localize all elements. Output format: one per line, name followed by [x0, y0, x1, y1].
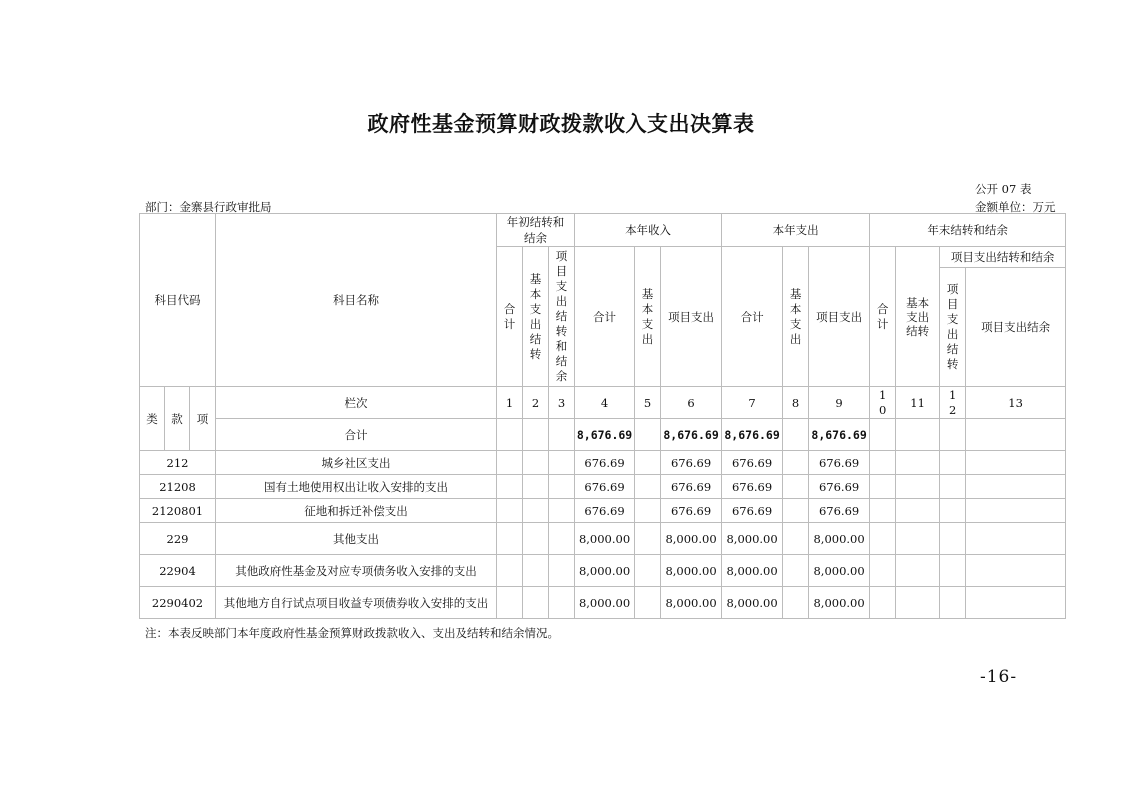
table-row-total: [140, 419, 1066, 451]
header-end-project-carry: 项目支出结转: [940, 268, 966, 387]
row-expense-total: 8,000.00: [722, 555, 783, 587]
total-expense-total: 8,676.69: [722, 419, 783, 451]
header-end-basic-carry: 基本支出结转: [896, 247, 940, 387]
header-item: 项: [190, 387, 216, 451]
header-income-basic: 基本支出: [635, 247, 661, 387]
table-row: [140, 587, 1066, 619]
column-number: 13: [966, 387, 1066, 419]
row-income-project: 8,000.00: [661, 555, 722, 587]
row-expense-project: 676.69: [809, 451, 870, 475]
row-income-total: 676.69: [575, 451, 635, 475]
row-expense-project: 8,000.00: [809, 587, 870, 619]
row-income-total: 8,000.00: [575, 555, 635, 587]
header-expense-project: 项目支出: [809, 247, 870, 387]
row-income-project: 8,000.00: [661, 587, 722, 619]
column-number: 5: [635, 387, 661, 419]
row-expense-total: 676.69: [722, 451, 783, 475]
row-expense-total: 8,000.00: [722, 587, 783, 619]
page-title: 政府性基金预算财政拨款收入支出决算表: [367, 112, 755, 136]
row-expense-project: 676.69: [809, 475, 870, 499]
row-name: 城乡社区支出: [216, 451, 497, 475]
header-end-total: 合计: [870, 247, 896, 387]
header-income-group: 本年收入: [575, 214, 722, 247]
header-begin-basic-carry: 基本支出结转: [523, 247, 549, 387]
row-income-project: 8,000.00: [661, 523, 722, 555]
column-number: 8: [783, 387, 809, 419]
row-code: 229: [140, 523, 216, 555]
amount-unit: 金额单位：万元: [975, 200, 1056, 214]
row-code: 2120801: [140, 499, 216, 523]
total-income-project: 8,676.69: [661, 419, 722, 451]
table-row: [140, 475, 1066, 499]
header-end-project-group: 项目支出结转和结余: [940, 247, 1066, 268]
header-begin-project-carry-balance: 项目支出结转和结余: [549, 247, 575, 387]
row-expense-total: 8,000.00: [722, 523, 783, 555]
header-end-group: 年末结转和结余: [870, 214, 1066, 247]
header-income-project: 项目支出: [661, 247, 722, 387]
row-income-total: 8,000.00: [575, 523, 635, 555]
row-code: 22904: [140, 555, 216, 587]
form-number: 公开 07 表: [975, 182, 1032, 196]
row-expense-project: 8,000.00: [809, 523, 870, 555]
header-income-total: 合计: [575, 247, 635, 387]
row-expense-project: 8,000.00: [809, 555, 870, 587]
row-income-project: 676.69: [661, 451, 722, 475]
row-name: 国有土地使用权出让收入安排的支出: [216, 475, 497, 499]
row-code: 2290402: [140, 587, 216, 619]
table-row: [140, 451, 1066, 475]
column-number: 11: [896, 387, 940, 419]
column-number: 7: [722, 387, 783, 419]
row-code: 212: [140, 451, 216, 475]
header-code: 科目代码: [140, 214, 216, 387]
table-row: [140, 523, 1066, 555]
column-number: 6: [661, 387, 722, 419]
total-income-basic: [635, 419, 661, 451]
header-begin-total: 合计: [497, 247, 523, 387]
row-name: 其他支出: [216, 523, 497, 555]
department-label: 部门：金寨县行政审批局: [145, 200, 272, 214]
header-expense-group: 本年支出: [722, 214, 870, 247]
header-begin-group: 年初结转和结余: [497, 214, 575, 247]
header-expense-basic: 基本支出: [783, 247, 809, 387]
column-number: 1: [497, 387, 523, 419]
header-name: 科目名称: [216, 214, 497, 387]
column-number: 9: [809, 387, 870, 419]
row-name: 其他政府性基金及对应专项债务收入安排的支出: [216, 555, 497, 587]
header-section: 款: [165, 387, 190, 451]
column-number: 4: [575, 387, 635, 419]
column-number: 12: [940, 387, 966, 419]
total-income-total: 8,676.69: [575, 419, 635, 451]
table-note: 注：本表反映部门本年度政府性基金预算财政拨款收入、支出及结转和结余情况。: [145, 626, 559, 640]
total-expense-basic: [783, 419, 809, 451]
row-code: 21208: [140, 475, 216, 499]
header-expense-total: 合计: [722, 247, 783, 387]
budget-table: [139, 213, 1066, 619]
total-row-label: 合计: [216, 419, 497, 451]
column-number: 2: [523, 387, 549, 419]
column-number-label: 栏次: [216, 387, 497, 419]
row-expense-total: 676.69: [722, 475, 783, 499]
row-expense-total: 676.69: [722, 499, 783, 523]
column-number: 10: [870, 387, 896, 419]
column-number: 3: [549, 387, 575, 419]
row-income-total: 8,000.00: [575, 587, 635, 619]
row-income-project: 676.69: [661, 475, 722, 499]
row-income-total: 676.69: [575, 499, 635, 523]
page-number: -16-: [980, 667, 1018, 687]
total-expense-project: 8,676.69: [809, 419, 870, 451]
header-class: 类: [140, 387, 165, 451]
row-income-project: 676.69: [661, 499, 722, 523]
row-income-total: 676.69: [575, 475, 635, 499]
row-name: 其他地方自行试点项目收益专项债券收入安排的支出: [216, 587, 497, 619]
header-end-project-balance: 项目支出结余: [966, 268, 1066, 387]
row-name: 征地和拆迁补偿支出: [216, 499, 497, 523]
row-expense-project: 676.69: [809, 499, 870, 523]
table-row: [140, 555, 1066, 587]
table-row: [140, 499, 1066, 523]
